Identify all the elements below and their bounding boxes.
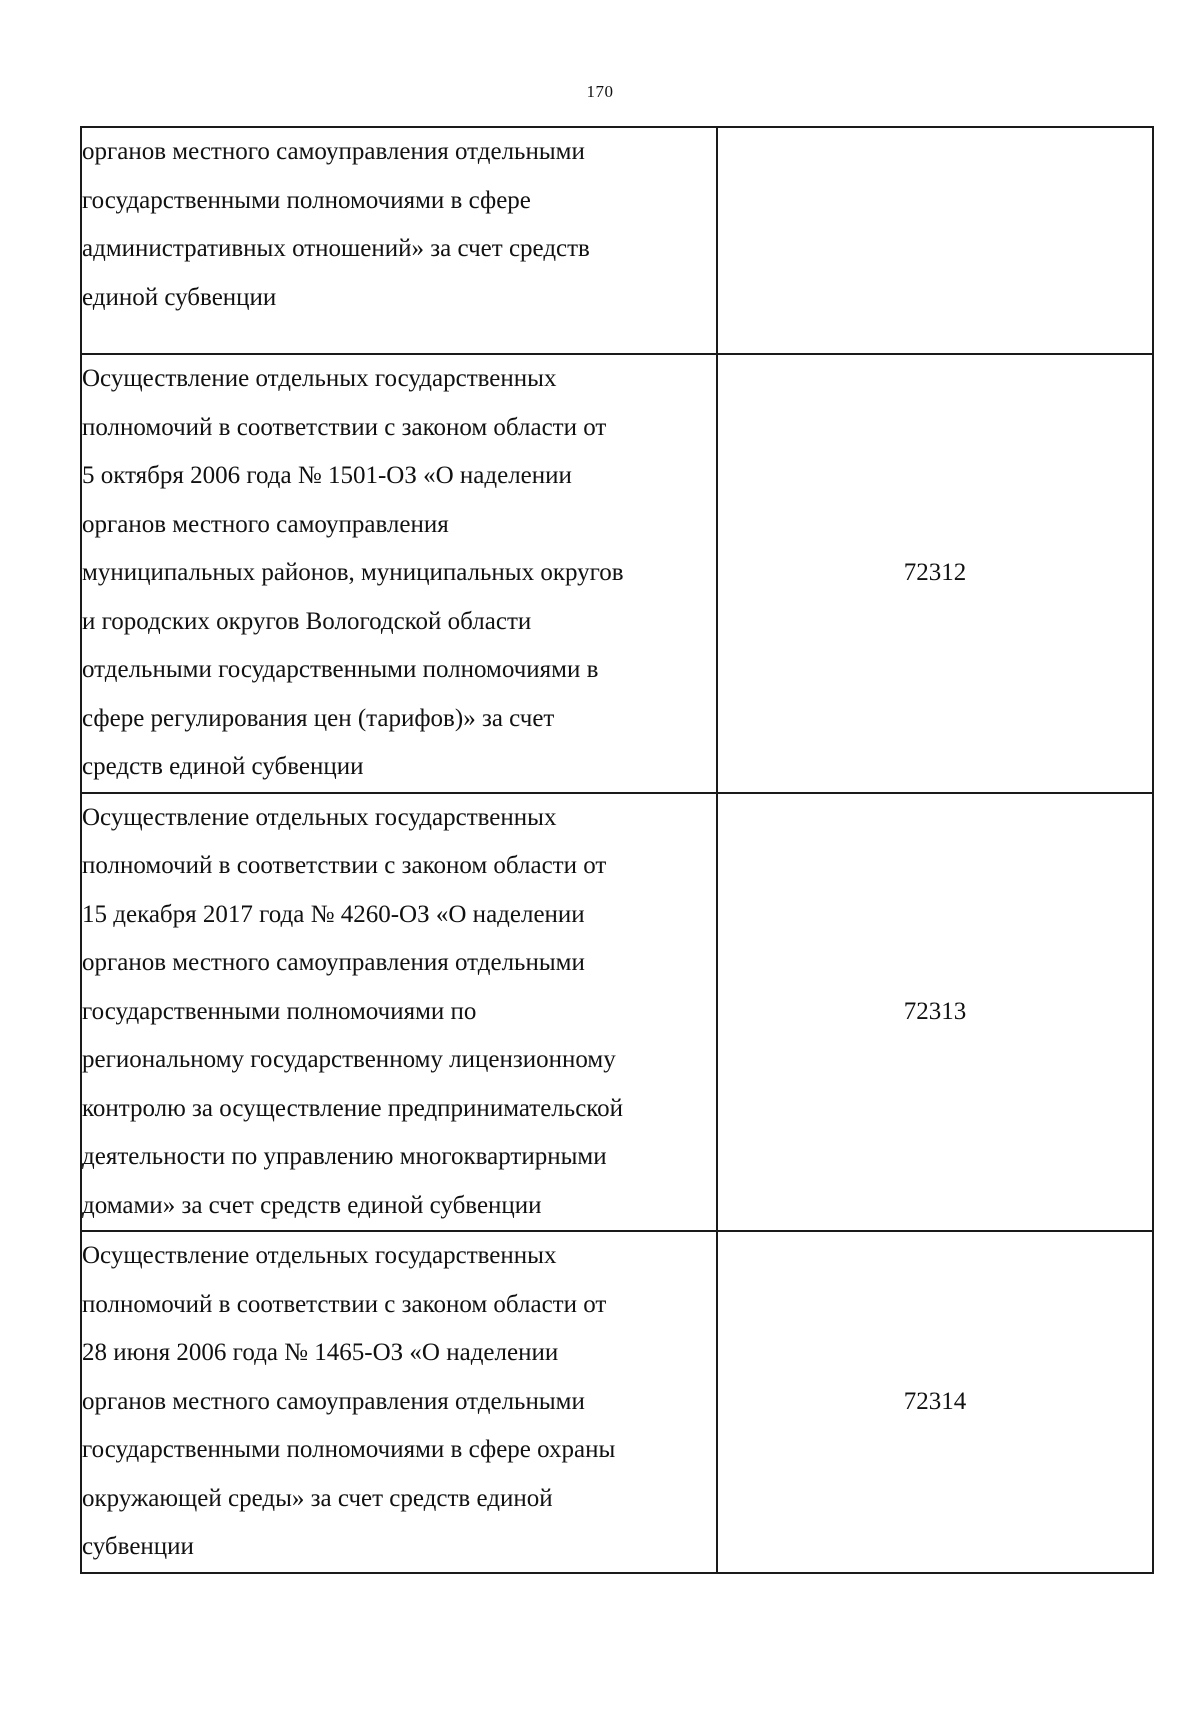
page-number: 170: [586, 82, 614, 101]
table-row: [81, 127, 1153, 354]
description-line: органов местного самоуправления: [82, 510, 449, 538]
description-line: органов местного самоуправления отдельными: [82, 138, 585, 165]
code-cell: [717, 127, 1153, 354]
code-cell: 72313: [717, 793, 1153, 1232]
description-line: региональному государственному лицензионному: [82, 1046, 616, 1073]
table-row: [81, 1231, 1153, 1573]
description-line: государственными полномочиями в сфере охраны: [82, 1436, 616, 1463]
description-cell: [81, 354, 717, 793]
description-line: 15 декабря 2017 года № 4260-ОЗ «О наделении: [82, 900, 585, 928]
description-line: Осуществление отдельных государственных: [82, 1242, 557, 1269]
code-cell: 72312: [717, 354, 1153, 793]
table-body: [81, 127, 1153, 1573]
description-line: административных отношений» за счет средств: [82, 235, 590, 262]
description-cell: [81, 1231, 717, 1573]
description-line: полномочий в соответствии с законом области от: [82, 852, 607, 879]
description-line: отдельными государственными полномочиями в: [82, 656, 599, 683]
description-line: государственными полномочиями по: [82, 997, 477, 1025]
description-line: деятельности по управлению многоквартирными: [82, 1143, 607, 1170]
description-line: 5 октября 2006 года № 1501-ОЗ «О наделении: [82, 462, 572, 489]
description-cell: [81, 793, 717, 1232]
table-row: [81, 793, 1153, 1232]
description-line: средств единой субвенции: [82, 753, 364, 780]
description-line: муниципальных районов, муниципальных округов: [82, 559, 624, 586]
description-line: единой субвенции: [82, 283, 277, 311]
description-line: субвенции: [82, 1533, 194, 1560]
description-line: Осуществление отдельных государственных: [82, 365, 557, 392]
description-line: сфере регулирования цен (тарифов)» за счет: [82, 704, 555, 732]
description-line: контролю за осуществление предпринимательской: [82, 1094, 624, 1122]
description-line: полномочий в соответствии с законом области от: [82, 413, 607, 441]
description-line: Осуществление отдельных государственных: [82, 803, 557, 831]
description-line: и городских округов Вологодской области: [82, 607, 532, 635]
budget-code-table: [80, 126, 1154, 1574]
table-row: [81, 354, 1153, 793]
description-line: полномочий в соответствии с законом области от: [82, 1290, 607, 1318]
description-line: органов местного самоуправления отдельными: [82, 949, 585, 976]
description-cell: [81, 127, 717, 354]
description-line: окружающей среды» за счет средств единой: [82, 1484, 553, 1512]
code-cell: 72314: [717, 1231, 1153, 1573]
description-line: государственными полномочиями в сфере: [82, 186, 531, 214]
description-line: органов местного самоуправления отдельными: [82, 1387, 585, 1415]
description-line: 28 июня 2006 года № 1465-ОЗ «О наделении: [82, 1339, 559, 1366]
description-line: домами» за счет средств единой субвенции: [82, 1191, 542, 1219]
